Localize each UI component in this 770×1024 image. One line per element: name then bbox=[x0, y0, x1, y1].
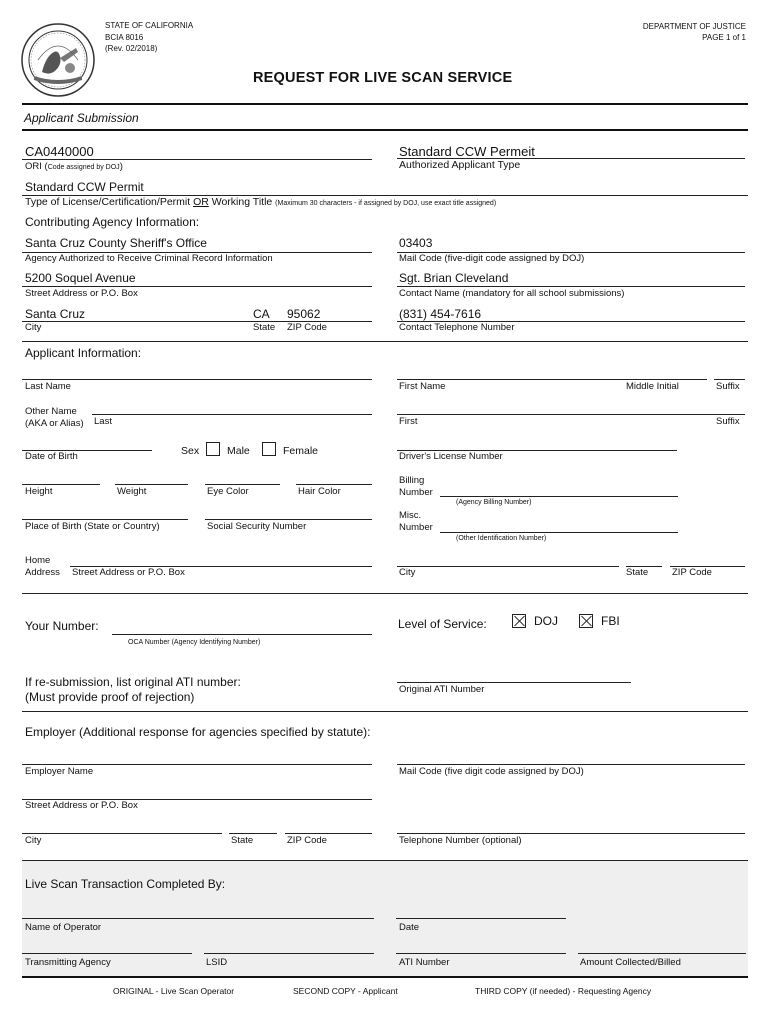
transmitting-agency-label: Transmitting Agency bbox=[25, 957, 111, 968]
footer-original: ORIGINAL - Live Scan Operator bbox=[113, 986, 235, 996]
billing-number-label: Number bbox=[399, 487, 433, 498]
ori-label: ORI (Code assigned by DOJ) bbox=[25, 161, 123, 172]
contributing-agency-heading: Contributing Agency Information: bbox=[25, 215, 200, 229]
form-number: BCIA 8016 bbox=[105, 33, 144, 42]
place-of-birth-label: Place of Birth (State or Country) bbox=[25, 521, 160, 532]
mail-code-label: Mail Code (five-digit code assigned by DOJ) bbox=[399, 253, 585, 264]
female-checkbox[interactable] bbox=[262, 442, 276, 456]
footer-second: SECOND COPY - Applicant bbox=[293, 986, 398, 996]
employer-street-label: Street Address or P.O. Box bbox=[25, 800, 138, 811]
original-ati-label: Original ATI Number bbox=[399, 684, 485, 695]
operator-name-label: Name of Operator bbox=[25, 922, 102, 933]
ssn-label: Social Security Number bbox=[207, 521, 307, 532]
hair-color-label: Hair Color bbox=[298, 486, 341, 497]
home-street-label: Street Address or P.O. Box bbox=[72, 567, 185, 578]
home-label: Home bbox=[25, 555, 51, 566]
contact-label: Contact Name (mandatory for all school submissions) bbox=[399, 288, 625, 299]
city-label: City bbox=[25, 322, 42, 333]
misc-note: (Other Identification Number) bbox=[456, 535, 547, 542]
employer-name-label: Employer Name bbox=[25, 766, 94, 777]
date-label: Date bbox=[399, 922, 420, 933]
dob-label: Date of Birth bbox=[25, 451, 78, 462]
resubmission-label: If re-submission, list original ATI number: bbox=[25, 675, 241, 689]
suffix-label: Suffix bbox=[716, 381, 740, 392]
applicant-type-label: Authorized Applicant Type bbox=[399, 159, 521, 171]
aka-last-label: Last bbox=[94, 416, 112, 427]
mail-code-value[interactable]: 03403 bbox=[399, 236, 433, 250]
aka-suffix-label: Suffix bbox=[716, 416, 740, 427]
applicant-type-value[interactable]: Standard CCW Permeit bbox=[399, 144, 535, 159]
license-value[interactable]: Standard CCW Permit bbox=[25, 180, 144, 194]
department-label: DEPARTMENT OF JUSTICE bbox=[642, 22, 746, 31]
male-label: Male bbox=[227, 445, 250, 457]
aka-first-label: First bbox=[399, 416, 418, 427]
middle-initial-label: Middle Initial bbox=[626, 381, 679, 392]
home-state-label: State bbox=[626, 567, 649, 578]
eye-color-label: Eye Color bbox=[207, 486, 249, 497]
employer-zip-label: ZIP Code bbox=[287, 835, 327, 846]
form-revision: (Rev. 02/2018) bbox=[105, 44, 158, 53]
your-number-label: Your Number: bbox=[25, 619, 99, 633]
drivers-license-label: Driver's License Number bbox=[399, 451, 503, 462]
agency-label: Agency Authorized to Receive Criminal Record Information bbox=[25, 253, 273, 264]
lsid-label: LSID bbox=[206, 957, 228, 968]
city-value[interactable]: Santa Cruz bbox=[25, 307, 86, 321]
applicant-submission-heading: Applicant Submission bbox=[24, 111, 139, 125]
ori-value[interactable]: CA0440000 bbox=[25, 144, 94, 159]
other-name-label: Other Name bbox=[25, 406, 77, 417]
employer-mail-code-label: Mail Code (five digit code assigned by DOJ) bbox=[399, 766, 584, 777]
address-label: Address bbox=[25, 567, 60, 578]
ati-number-label: ATI Number bbox=[399, 957, 450, 968]
state-label-field: State bbox=[253, 322, 276, 333]
footer-third: THIRD COPY (if needed) - Requesting Agency bbox=[475, 986, 652, 996]
street-label: Street Address or P.O. Box bbox=[25, 288, 138, 299]
page-number: PAGE 1 of 1 bbox=[702, 33, 746, 42]
level-of-service-label: Level of Service: bbox=[398, 617, 487, 631]
zip-value[interactable]: 95062 bbox=[287, 307, 321, 321]
home-zip-label: ZIP Code bbox=[672, 567, 712, 578]
height-label: Height bbox=[25, 486, 53, 497]
billing-note: (Agency Billing Number) bbox=[456, 499, 532, 506]
male-checkbox[interactable] bbox=[206, 442, 220, 456]
street-value[interactable]: 5200 Soquel Avenue bbox=[25, 271, 136, 285]
state-seal-image bbox=[20, 22, 96, 98]
zip-label: ZIP Code bbox=[287, 322, 327, 333]
billing-label: Billing bbox=[399, 475, 425, 486]
sex-label: Sex bbox=[181, 445, 200, 457]
employer-heading: Employer (Additional response for agencies specified by statute): bbox=[25, 725, 371, 739]
contact-value[interactable]: Sgt. Brian Cleveland bbox=[399, 271, 509, 285]
fbi-checkbox[interactable] bbox=[579, 614, 593, 628]
last-name-label: Last Name bbox=[25, 381, 71, 392]
employer-city-label: City bbox=[25, 835, 42, 846]
fbi-label: FBI bbox=[601, 614, 620, 628]
agency-value[interactable]: Santa Cruz County Sheriff's Office bbox=[25, 236, 207, 250]
doj-checkbox[interactable] bbox=[512, 614, 526, 628]
female-label: Female bbox=[283, 445, 319, 457]
license-label: Type of License/Certification/Permit OR Working Title (Maximum 30 characters - if assigned by DOJ, use exact title assigned) bbox=[25, 196, 497, 208]
misc-number-label: Number bbox=[399, 522, 433, 533]
doj-label: DOJ bbox=[534, 614, 558, 628]
oca-number-note: OCA Number (Agency Identifying Number) bbox=[128, 639, 261, 646]
misc-label: Misc. bbox=[399, 510, 422, 521]
state-value[interactable]: CA bbox=[253, 307, 270, 321]
form-title: REQUEST FOR LIVE SCAN SERVICE bbox=[253, 70, 513, 86]
state-label: STATE OF CALIFORNIA bbox=[105, 21, 194, 30]
first-name-label: First Name bbox=[399, 381, 446, 392]
phone-label: Contact Telephone Number bbox=[399, 322, 515, 333]
home-city-label: City bbox=[399, 567, 416, 578]
live-scan-heading: Live Scan Transaction Completed By: bbox=[25, 877, 226, 891]
amount-collected-label: Amount Collected/Billed bbox=[580, 957, 681, 968]
applicant-info-heading: Applicant Information: bbox=[25, 346, 142, 360]
employer-phone-label: Telephone Number (optional) bbox=[399, 835, 522, 846]
resubmission-note: (Must provide proof of rejection) bbox=[25, 690, 195, 704]
aka-label: (AKA or Alias) bbox=[25, 418, 84, 429]
phone-value[interactable]: (831) 454-7616 bbox=[399, 307, 482, 321]
weight-label: Weight bbox=[117, 486, 147, 497]
employer-state-label: State bbox=[231, 835, 254, 846]
